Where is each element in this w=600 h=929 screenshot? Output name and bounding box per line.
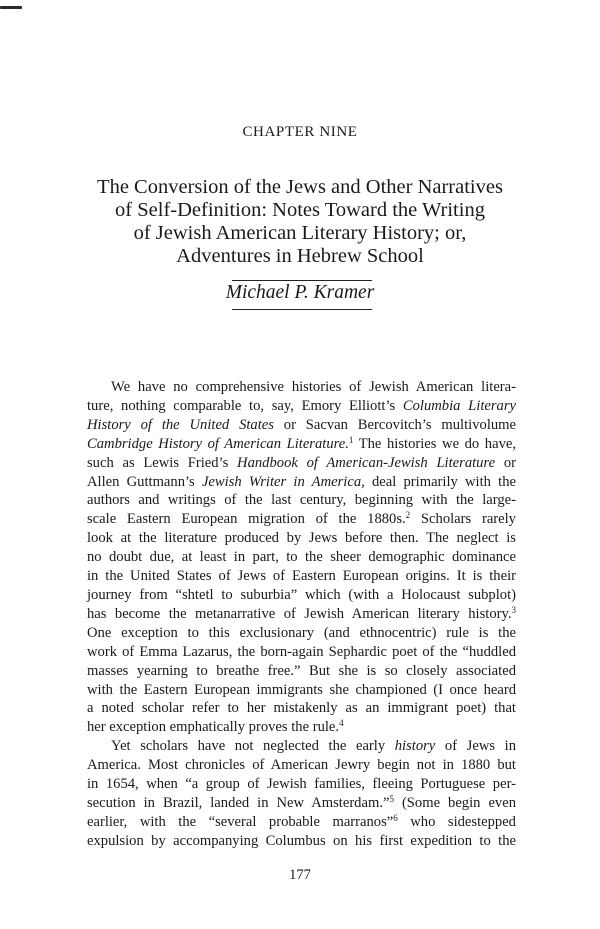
- footnote-ref: 1: [348, 434, 354, 445]
- body-run: of Jews in: [435, 738, 516, 755]
- body-run: or Sacvan Bercovitch’s multivolume: [273, 416, 516, 433]
- body-line: [87, 832, 516, 851]
- body-run: in the United States of Jews of Eastern European origins. It is their: [87, 568, 516, 585]
- body-run: secution in Brazil, landed in New Amsterdam.”: [87, 794, 390, 811]
- italic-title: Jewish Writer in America,: [201, 473, 365, 490]
- body-line: [87, 397, 516, 416]
- body-text: [87, 378, 516, 851]
- chapter-label: CHAPTER NINE: [242, 124, 358, 140]
- body-run: We have no comprehensive histories of Jewish American litera-: [111, 379, 516, 395]
- body-run: who sidestepped: [397, 813, 516, 830]
- body-line: [87, 454, 516, 473]
- chapter-title-line: of Jewish American Literary History; or,: [133, 222, 467, 244]
- body-line: [87, 794, 516, 813]
- body-run: ture, nothing comparable to, say, Emory Elliott’s: [87, 397, 403, 414]
- body-line: [87, 473, 516, 492]
- body-run: no doubt due, at least in part, to the sheer demographic dominance: [87, 549, 516, 566]
- body-run: The histories we do have,: [353, 435, 516, 452]
- author-rule-top: [232, 280, 372, 281]
- chapter-title: [60, 176, 540, 268]
- body-line: [87, 681, 516, 700]
- body-line: [87, 662, 516, 681]
- body-line: [87, 510, 516, 529]
- body-run: America. Most chronicles of American Jewry begin not in 1880 but: [87, 757, 516, 774]
- body-line: [87, 624, 516, 643]
- body-run: work of Emma Lazarus, the born-again Sephardic poet of the “huddled: [87, 643, 516, 660]
- body-run: in 1654, when “a group of Jewish families, fleeing Portuguese per-: [87, 776, 516, 793]
- body-line: [87, 529, 516, 548]
- body-line: [87, 813, 516, 832]
- chapter-title-line: of Self-Definition: Notes Toward the Writing: [115, 199, 485, 221]
- page-number: 177: [289, 867, 311, 883]
- body-line: [87, 548, 516, 567]
- body-run: One exception to this exclusionary (and ethnocentric) rule is the: [87, 624, 516, 641]
- body-run: or: [495, 454, 516, 471]
- footnote-ref: 6: [393, 812, 398, 823]
- italic-title: Cambridge History of American Literature.: [87, 435, 349, 452]
- body-line: [87, 718, 516, 737]
- chapter-title-line: Adventures in Hebrew School: [176, 245, 424, 267]
- body-run: deal primarily with the: [364, 473, 517, 490]
- body-run: (Some begin even: [393, 794, 516, 811]
- footnote-ref: 4: [339, 718, 344, 729]
- body-run: such as Lewis Fried’s: [87, 454, 238, 471]
- body-run: masses yearning to breathe free.” But she is so closely associated: [87, 662, 516, 679]
- body-line: [87, 643, 516, 662]
- italic-title: history: [394, 738, 436, 755]
- italic-title: Handbook of American-Jewish Literature: [237, 454, 496, 471]
- body-run: authors and writings of the last century, beginning with the large-: [87, 492, 516, 509]
- body-line: [87, 699, 516, 718]
- body-run: Scholars rarely: [410, 511, 516, 528]
- chapter-title-line: The Conversion of the Jews and Other Narratives: [97, 176, 503, 198]
- body-run: her exception emphatically proves the rule.: [87, 719, 340, 736]
- footnote-ref: 2: [405, 510, 411, 521]
- body-run: a noted scholar refer to her mistakenly as an immigrant poet) that: [87, 700, 516, 717]
- body-run: has become the metanarrative of Jewish American literary history.: [87, 605, 512, 622]
- author-name: Michael P. Kramer: [225, 282, 375, 303]
- body-line: [87, 491, 516, 510]
- body-line: [87, 775, 516, 794]
- body-line: [87, 416, 516, 435]
- body-run: Yet scholars have not neglected the early: [111, 738, 395, 755]
- footnote-ref: 5: [389, 793, 394, 804]
- body-run: earlier, with the “several probable marranos”: [87, 813, 394, 830]
- body-run: Allen Guttmann’s: [87, 473, 202, 490]
- body-line: [87, 737, 516, 756]
- body-line: [87, 605, 516, 624]
- footnote-ref: 3: [511, 604, 516, 615]
- italic-title: Columbia Literary: [402, 397, 516, 414]
- body-line: [87, 378, 516, 397]
- italic-title: History of the United States: [87, 416, 274, 433]
- body-run: expulsion by accompanying Columbus on his first expedition to the: [87, 832, 516, 849]
- body-line: [87, 567, 516, 586]
- page-edge-mark: [0, 6, 22, 9]
- author-rule-bottom: [232, 309, 372, 310]
- body-line: [87, 756, 516, 775]
- body-run: with the Eastern European immigrants she championed (I once heard: [87, 681, 516, 698]
- body-run: look at the literature produced by Jews before then. The neglect is: [87, 530, 516, 547]
- body-run: journey from “shtetl to suburbia” which (with a Holocaust subplot): [87, 586, 516, 603]
- body-line: [87, 435, 516, 454]
- body-run: scale Eastern European migration of the 1880s.: [87, 511, 406, 528]
- body-line: [87, 586, 516, 605]
